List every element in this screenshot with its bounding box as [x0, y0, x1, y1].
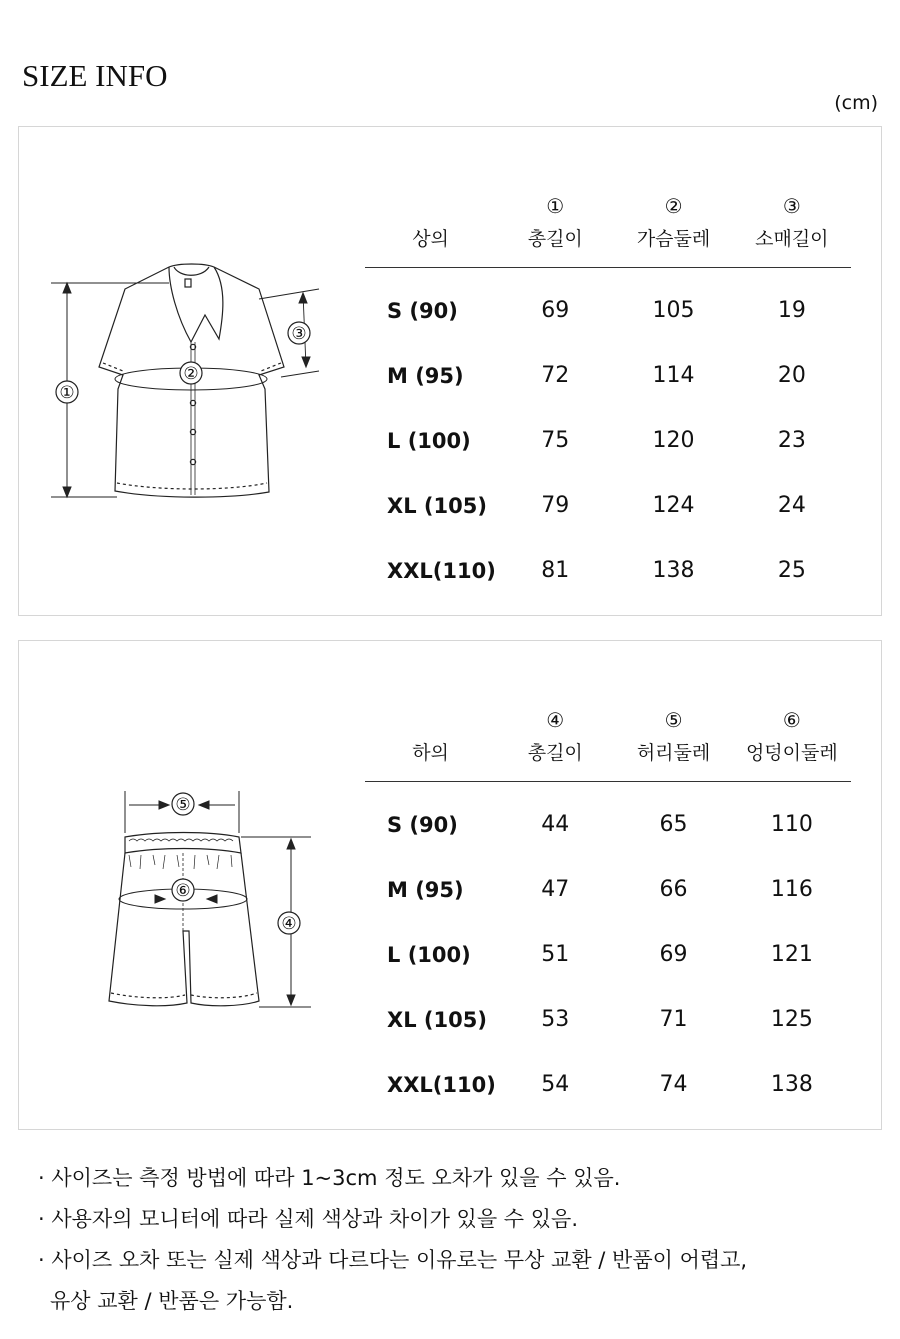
top-header-1: ① 총길이 [496, 171, 614, 268]
unit-label: (cm) [834, 92, 878, 114]
bottom-header-2: ⑤ 허리둘레 [614, 685, 732, 782]
table-row: S (90) 69 105 19 [387, 298, 806, 323]
table-row: S (90) 44 65 110 [387, 812, 813, 837]
bottom-header-0: 하의 [365, 685, 496, 782]
table-row: L (100) 51 69 121 [387, 942, 813, 967]
table-row: XXL(110) 81 138 25 [387, 558, 806, 583]
top-size-panel [18, 126, 882, 616]
table-row: XL (105) 53 71 125 [387, 1007, 813, 1032]
marker-hip: ⑥ [175, 881, 191, 901]
table-row: XL (105) 79 124 24 [387, 493, 806, 518]
note-item: 유상 교환 / 반품은 가능함. [50, 1289, 294, 1313]
marker-waist: ⑤ [175, 795, 191, 815]
note-item: · 사용자의 모니터에 따라 실제 색상과 차이가 있을 수 있음. [38, 1207, 579, 1231]
top-header-3: ③ 소매길이 [733, 171, 851, 268]
table-row: XXL(110) 54 74 138 [387, 1072, 813, 1097]
marker-chest: ② [183, 364, 199, 384]
bottom-size-table [365, 685, 851, 1117]
table-row: M (95) 72 114 20 [387, 363, 806, 388]
table-row: M (95) 47 66 116 [387, 877, 813, 902]
page-title: SIZE INFO [22, 58, 168, 93]
notes-list [38, 1158, 747, 1322]
top-header-2: ② 가슴둘레 [614, 171, 732, 268]
marker-bottom-length: ④ [281, 914, 297, 934]
top-header-0: 상의 [365, 171, 496, 268]
marker-sleeve: ③ [291, 324, 307, 344]
shorts-illustration [19, 641, 364, 1131]
note-item: · 사이즈 오차 또는 실제 색상과 다르다는 이유로는 무상 교환 / 반품이 어렵고, [38, 1248, 748, 1272]
bottom-header-1: ④ 총길이 [496, 685, 614, 782]
table-row: L (100) 75 120 23 [387, 428, 806, 453]
note-item: · 사이즈는 측정 방법에 따라 1~3cm 정도 오차가 있을 수 있음. [38, 1166, 621, 1190]
shirt-illustration [19, 127, 364, 617]
bottom-header-3: ⑥ 엉덩이둘레 [733, 685, 851, 782]
bottom-size-panel [18, 640, 882, 1130]
marker-length: ① [59, 383, 75, 403]
top-size-table [365, 171, 851, 603]
